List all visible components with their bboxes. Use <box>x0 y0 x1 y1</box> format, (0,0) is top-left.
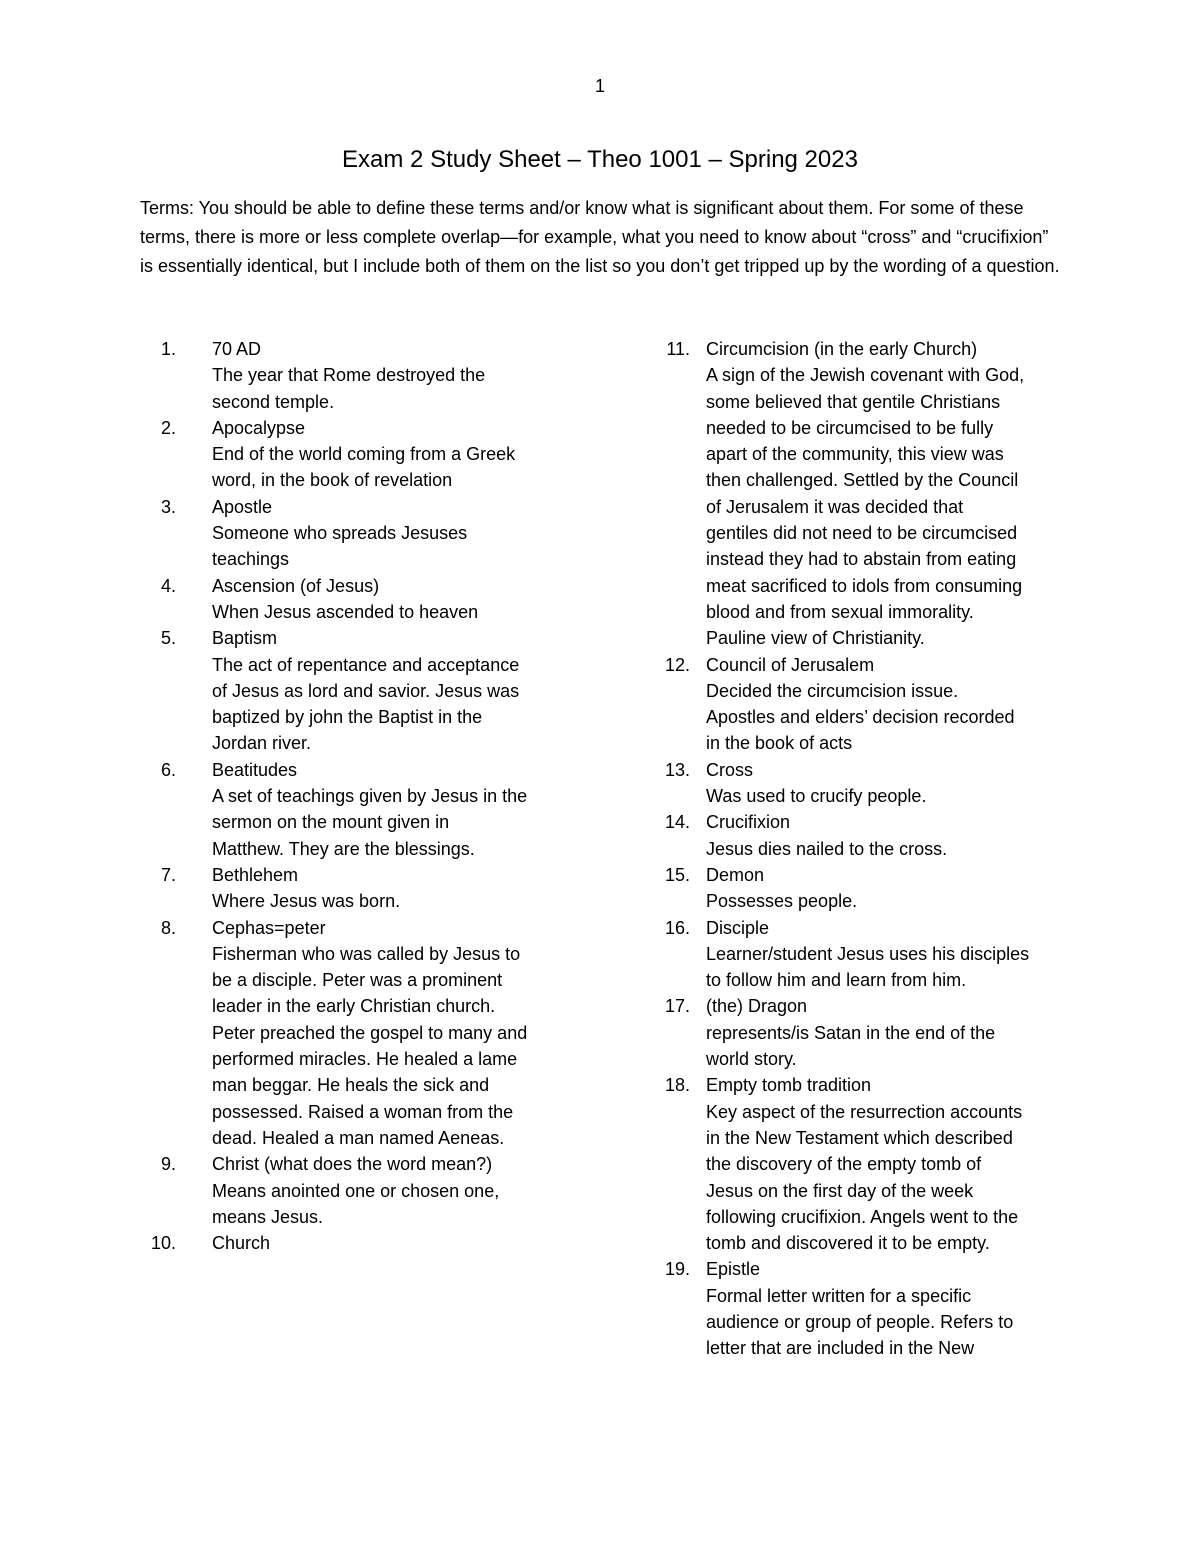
term-definition: End of the world coming from a Greek word, in the book of revelation <box>212 444 516 491</box>
term-entry <box>140 1230 580 1256</box>
term-entry <box>140 757 580 862</box>
term-name: Cross <box>706 759 754 780</box>
term-entry <box>140 915 580 1152</box>
terms-list-left <box>140 336 580 1256</box>
term-number: 17. <box>664 996 690 1017</box>
term-entry <box>140 625 580 756</box>
term-name: Apocalypse <box>212 417 306 438</box>
page-number: 1 <box>594 76 605 96</box>
term-name: Demon <box>706 864 765 885</box>
term-entry <box>634 1256 1074 1361</box>
term-definition: Learner/student Jesus uses his disciples to follow him and learn from him. <box>706 943 1030 991</box>
term-entry <box>140 862 580 915</box>
term-number: 15. <box>664 864 690 885</box>
term-number: 8. <box>160 917 176 938</box>
term-name: Church <box>212 1233 271 1254</box>
term-definition: Formal letter written for a specific audience or group of people. Refers to letter that are included in the New <box>706 1285 1014 1359</box>
term-entry <box>140 494 580 573</box>
term-definition: When Jesus ascended to heaven <box>212 601 479 622</box>
term-number: 2. <box>160 417 176 438</box>
term-definition: The year that Rome destroyed the second temple. <box>212 365 486 412</box>
term-name: Baptism <box>212 628 278 649</box>
term-number: 12. <box>664 654 690 675</box>
term-definition: A sign of the Jewish covenant with God, some believed that gentile Christians needed to be circumcised to be fully apart of the community, this view was then challenged. Settled by the Council of Jerusalem it was decided that gentiles did not need to be circumcised instead they had to abstain from eating meat sacrificed to idols from consuming blood and from sexual immorality. Pauline view of Christianity. <box>706 365 1025 649</box>
term-definition: Possesses people. <box>706 891 858 912</box>
term-definition: Fisherman who was called by Jesus to be a disciple. Peter was a prominent leader in the early Christian church. Peter preached the gospel to many and performed miracles. He healed a lame man beggar. He heals the sick and possessed. Raised a woman from the dead. Healed a man named Aeneas. <box>212 943 528 1148</box>
term-name: Apostle <box>212 496 273 517</box>
term-name: Cephas=peter <box>212 917 326 938</box>
term-number: 10. <box>150 1233 176 1254</box>
document-title: Exam 2 Study Sheet – Theo 1001 – Spring 2023 <box>342 146 858 173</box>
term-name: Empty tomb tradition <box>706 1075 872 1096</box>
term-entry <box>634 915 1074 994</box>
term-number: 14. <box>664 812 690 833</box>
term-definition: Someone who spreads Jesuses teachings <box>212 523 468 570</box>
term-number: 19. <box>664 1259 690 1280</box>
term-number: 11. <box>666 339 690 359</box>
term-number: 4. <box>160 575 176 596</box>
term-entry <box>634 993 1074 1072</box>
term-entry <box>634 757 1074 810</box>
term-entry <box>140 573 580 626</box>
term-number: 1. <box>160 339 176 359</box>
term-number: 13. <box>664 759 690 780</box>
term-definition: Key aspect of the resurrection accounts in the New Testament which described the discovery of the empty tomb of Jesus on the first day of the week following crucifixion. Angels went to the tomb and discovered it to be empty. <box>706 1101 1023 1254</box>
term-entry <box>634 336 1074 652</box>
term-name: Council of Jerusalem <box>706 654 875 675</box>
term-number: 6. <box>160 759 176 780</box>
term-definition: The act of repentance and acceptance of Jesus as lord and savior. Jesus was baptized by john the Baptist in the Jordan river. <box>212 654 520 754</box>
term-number: 3. <box>160 496 176 517</box>
term-name: Crucifixion <box>706 812 791 833</box>
term-name: Circumcision (in the early Church) <box>706 339 978 359</box>
term-name: Epistle <box>706 1259 761 1280</box>
terms-list-right <box>634 336 1074 1362</box>
term-entry <box>634 652 1074 757</box>
term-definition: Means anointed one or chosen one, means Jesus. <box>212 1180 500 1227</box>
term-entry <box>634 1072 1074 1256</box>
term-name: 70 AD <box>212 339 262 359</box>
term-entry <box>140 415 580 494</box>
term-number: 18. <box>664 1075 690 1096</box>
term-number: 5. <box>160 628 176 649</box>
term-number: 7. <box>160 864 176 885</box>
term-name: Bethlehem <box>212 864 299 885</box>
term-number: 16. <box>664 917 690 938</box>
term-entry <box>140 336 580 415</box>
term-name: Christ (what does the word mean?) <box>212 1154 493 1175</box>
term-number: 9. <box>160 1154 176 1175</box>
term-entry <box>140 1151 580 1230</box>
term-definition: Jesus dies nailed to the cross. <box>706 838 948 859</box>
term-entry <box>634 809 1074 862</box>
intro-paragraph: Terms: You should be able to define these terms and/or know what is significant about them. For some of these terms, there is more or less complete overlap—for example, what you need to know about “cross” and “crucifixion” is essentially identical, but I include both of them on the list so you don’t get tripped up by the wording of a question. <box>140 198 1060 276</box>
term-entry <box>634 862 1074 915</box>
term-definition: represents/is Satan in the end of the world story. <box>706 1022 996 1070</box>
term-definition: A set of teachings given by Jesus in the sermon on the mount given in Matthew. They are the blessings. <box>212 786 528 859</box>
term-definition: Was used to crucify people. <box>706 786 927 807</box>
term-name: Disciple <box>706 917 770 938</box>
term-name: Beatitudes <box>212 759 298 780</box>
term-definition: Where Jesus was born. <box>212 891 401 912</box>
term-definition: Decided the circumcision issue. Apostles and elders’ decision recorded in the book of acts <box>706 680 1015 754</box>
term-name: Ascension (of Jesus) <box>212 575 380 596</box>
term-name: (the) Dragon <box>706 996 808 1017</box>
